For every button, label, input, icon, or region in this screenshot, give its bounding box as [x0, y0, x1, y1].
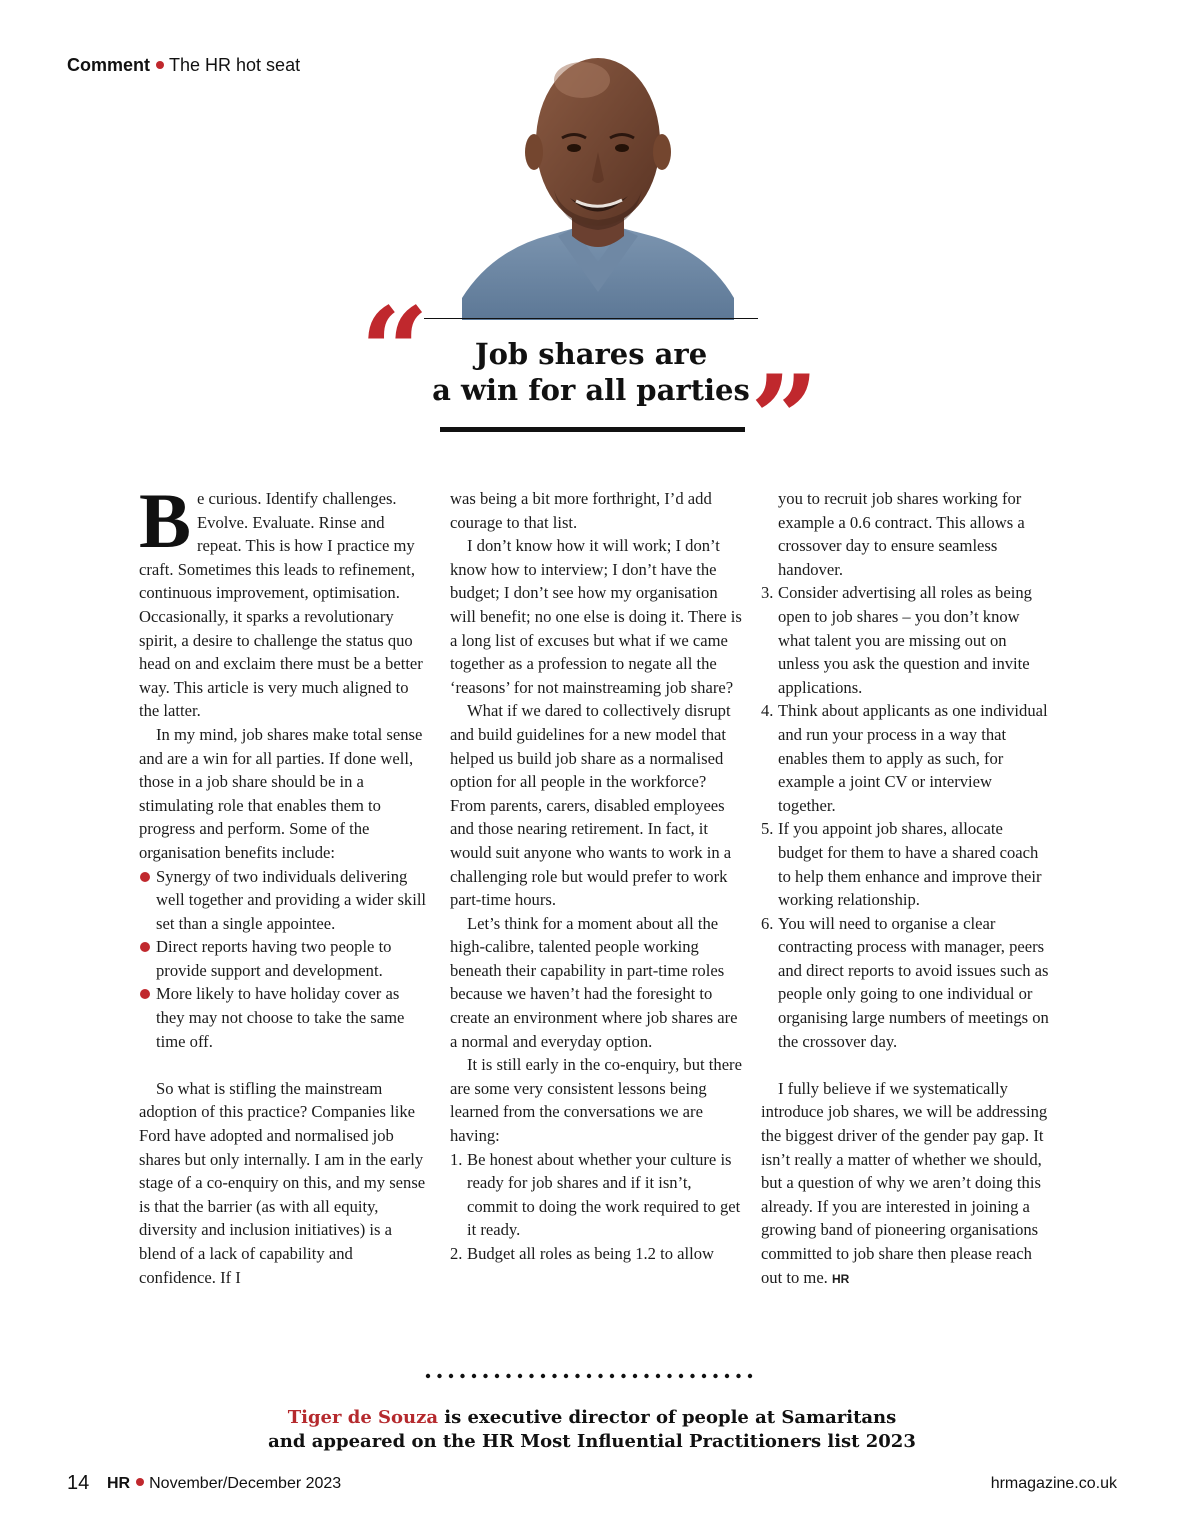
- issue-date: November/December 2023: [149, 1475, 342, 1492]
- item-number: 2.: [450, 1244, 463, 1263]
- intro-text: e curious. Identify challenges. Evolve. Evaluate. Rinse and repeat. This is how I practice my craft. Sometimes this leads to refinement, continuous improvement, optimisation. Occasionally, it sparks a revolutionary spirit, a desire to challenge the status quo head on and exclaim there must be a better way. This article is very much aligned to the latter.: [139, 489, 423, 721]
- bio-line-2: and appeared on the HR Most Influential Practitioners list 2023: [268, 1431, 916, 1452]
- item-text: If you appoint job shares, allocate budget for them to have a shared coach to help them enhance and improve their working relationship.: [778, 819, 1042, 910]
- list-item: [761, 817, 1051, 911]
- article-column-2: [450, 487, 742, 1266]
- pull-quote-text: [430, 336, 752, 408]
- paragraph: I don’t know how it will work; I don’t know how to interview; I don’t have the budget; I don’t see how my organisation will benefit; no one else is doing it. There is a long list of excuses but what if we came together as a profession to negate all the ‘reasons’ for not mainstreaming job share?: [450, 536, 742, 697]
- list-item: More likely to have holiday cover as they may not choose to take the same time off.: [139, 982, 429, 1053]
- list-item: [450, 1148, 742, 1242]
- item-number: 4.: [761, 701, 774, 721]
- paragraph: What if we dared to collectively disrupt and build guidelines for a new model that helped us build job share as a normalised option for all people in the workforce? From parents, carers, disabled employees and those nearing retirement. In fact, it would suit anyone who wants to work in a challenging role but would prefer to work part-time hours.: [450, 701, 732, 910]
- item-text: you to recruit job shares working for example a 0.6 contract. This allows a crossover day to ensure seamless handover.: [778, 489, 1025, 579]
- item-text: You will need to organise a clear contracting process with manager, peers and direct reports to avoid issues such as people only going to one individual or organising large numbers of meetings on the crossover day.: [778, 913, 1049, 1051]
- item-text: Budget all roles as being 1.2 to allow: [467, 1244, 715, 1263]
- open-quote-mark: “: [360, 281, 430, 422]
- website-link[interactable]: hrmagazine.co.uk: [990, 1475, 1117, 1492]
- paragraph: So what is stifling the mainstream adoption of this practice? Companies like Ford have adopted and normalised job shares but only internally. I am in the early stage of a co-enquiry on this, and my sense is that the barrier (as with all equity, diversity and inclusion initiatives) is a blend of a lack of capability and confidence. If I: [139, 1078, 426, 1287]
- magazine-name: HR: [107, 1475, 131, 1492]
- subsection-label: The HR hot seat: [169, 55, 301, 75]
- paragraph: In my mind, job shares make total sense and are a win for all parties. If done well, those in a job share should be in a stimulating role that enables them to progress and perform. Some of the organisation benefits include:: [139, 724, 423, 862]
- item-number: 6.: [761, 913, 774, 933]
- article-column-3: [761, 487, 1051, 1291]
- paragraph: It is still early in the co-enquiry, but there are some very consistent lessons being learned from the conversations we are having:: [450, 1055, 742, 1146]
- list-item-continued: [761, 487, 1051, 581]
- item-text: Consider advertising all roles as being open to job shares – you don’t know what talent you are missing out on unless you ask the question and invite applications.: [778, 583, 1032, 697]
- section-label: Comment: [67, 55, 151, 75]
- list-item: Synergy of two individuals delivering well together and providing a wider skill set than a single appointee.: [139, 865, 429, 936]
- pull-quote-line-2: a win for all parties: [432, 373, 750, 407]
- list-item: [761, 581, 1051, 699]
- intro-paragraph: [139, 477, 429, 723]
- pull-quote-line-1: Job shares are: [474, 337, 708, 371]
- list-item: [761, 912, 1051, 1054]
- article-column-1: [139, 477, 429, 1289]
- end-mark: HR: [832, 1271, 850, 1286]
- bullet-dot: [136, 1478, 144, 1486]
- pull-quote-top-rule: [424, 318, 758, 319]
- paragraph: Let’s think for a moment about all the high-calibre, talented people working beneath their capability in part-time roles because we haven’t had the foresight to create an environment where job shares are a normal and everyday option.: [450, 913, 738, 1051]
- bio-line-1: [150, 1406, 1034, 1430]
- closing-paragraph: [761, 1077, 1051, 1291]
- issue-info: [107, 1475, 341, 1493]
- item-text: Think about applicants as one individual and run your process in a way that enables them to apply as such, for example a joint CV or interview together.: [778, 701, 1048, 815]
- lessons-list-continued: [761, 487, 1051, 1053]
- dotted-divider: [424, 1368, 764, 1384]
- page-number: 14: [67, 1472, 90, 1494]
- closing-text: I fully believe if we systematically introduce job shares, we will be addressing the biggest driver of the gender pay gap. It isn’t really a matter of whether we should, but a question of why we aren’t doing this already. If you are interested in joining a growing band of pioneering organisations committed to job share then please reach out to me.: [761, 1078, 1048, 1287]
- lessons-list: [450, 1148, 742, 1266]
- list-item: [450, 1242, 742, 1266]
- benefits-list: [139, 865, 429, 1054]
- bio-text-1: is executive director of people at Samaritans: [438, 1407, 897, 1428]
- item-number: 5.: [761, 819, 774, 839]
- author-bio: [150, 1406, 1034, 1454]
- list-item: [761, 699, 1051, 817]
- list-item: Direct reports having two people to provide support and development.: [139, 935, 429, 982]
- drop-cap: B: [139, 477, 192, 564]
- close-quote-mark: ”: [750, 349, 820, 490]
- section-header: [67, 55, 300, 76]
- bullet-dot: [156, 61, 164, 69]
- paragraph: was being a bit more forthright, I’d add courage to that list.: [450, 489, 712, 532]
- page-footer: [67, 1472, 1117, 1498]
- author-portrait: [462, 30, 734, 320]
- author-name: Tiger de Souza: [287, 1407, 439, 1428]
- pull-quote-bottom-rule: [440, 427, 745, 432]
- item-number: 3.: [761, 583, 774, 603]
- item-number: 1.: [450, 1149, 463, 1169]
- item-text: Be honest about whether your culture is ready for job shares and if it isn’t, commit to doing the work required to get it ready.: [467, 1149, 741, 1240]
- pull-quote: [360, 281, 820, 490]
